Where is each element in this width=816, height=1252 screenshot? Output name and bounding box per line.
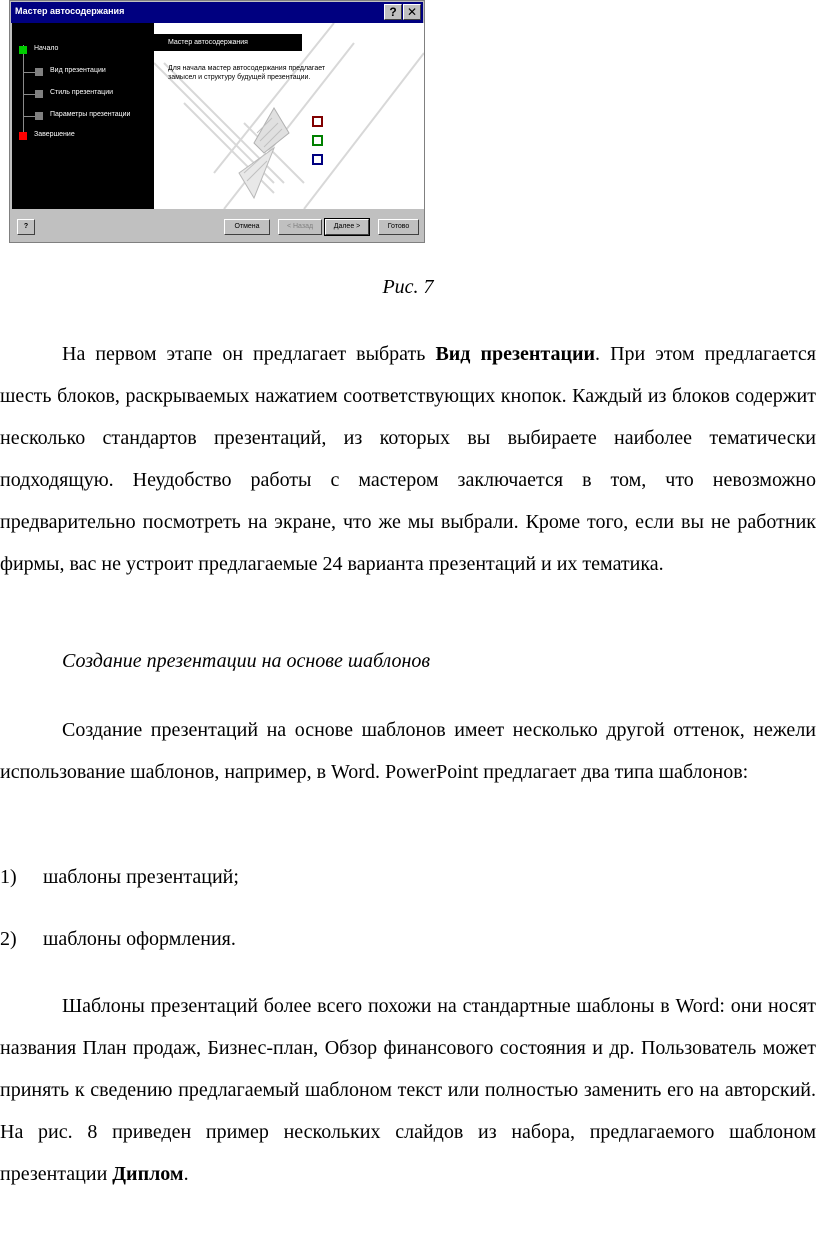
step-marker-icon — [35, 112, 43, 120]
paragraph-3-text-end: . — [183, 1163, 189, 1185]
back-button[interactable]: < Назад — [278, 219, 322, 235]
paragraph-2-text: Создание презентаций на основе шаблонов имеет несколько другой оттенок, нежели использование шаблонов, например, в Word. PowerPoint предлагает два типа шаблонов: — [0, 719, 816, 783]
step-finish-marker-icon — [19, 132, 27, 140]
button-row — [12, 209, 422, 240]
step-label: Вид презентации — [50, 67, 106, 74]
content-description: Для начала мастер автосодержания предлагает замысел и структуру будущей презентации. — [168, 65, 326, 81]
step-presentation-options[interactable] — [12, 109, 154, 123]
step-label: Завершение — [34, 131, 75, 138]
section-heading: Создание презентации на основе шаблонов — [62, 650, 431, 672]
step-start[interactable] — [12, 43, 154, 57]
wizard-steps-panel — [12, 23, 154, 209]
title-bar — [11, 2, 423, 23]
list-number: 1) — [0, 866, 17, 888]
paragraph-1 — [0, 333, 816, 585]
dialog-title: Мастер автосодержания — [15, 6, 125, 16]
autocontent-wizard-dialog — [9, 0, 425, 243]
step-marker-icon — [35, 90, 43, 98]
step-presentation-type[interactable] — [12, 65, 154, 79]
list-item — [0, 866, 239, 889]
green-square-icon — [312, 135, 323, 146]
step-presentation-style[interactable] — [12, 87, 154, 101]
next-button[interactable]: Далее > — [325, 219, 369, 235]
step-label: Стиль презентации — [50, 89, 114, 96]
step-label: Параметры презентации — [50, 111, 131, 118]
step-marker-icon — [35, 68, 43, 76]
paragraph-3 — [0, 985, 816, 1195]
red-square-icon — [312, 116, 323, 127]
content-header: Мастер автосодержания — [154, 34, 302, 51]
step-label: Начало — [34, 45, 59, 52]
list-item — [0, 928, 236, 951]
paragraph-2 — [0, 709, 816, 793]
close-button[interactable]: ✕ — [403, 4, 421, 20]
step-start-marker-icon — [19, 46, 27, 54]
paragraph-1-text: На первом этапе он предлагает выбрать — [62, 343, 436, 365]
list-number: 2) — [0, 928, 17, 950]
presentation-type-term: Вид презентации — [435, 343, 596, 365]
figure-caption: Рис. 7 — [382, 276, 434, 298]
finish-button[interactable]: Готово — [378, 219, 419, 235]
wizard-content-panel — [154, 23, 424, 209]
paragraph-3-text: Шаблоны презентаций более всего похожи на стандартные шаблоны в Word: они носят названия План продаж, Бизнес-план, Обзор финансового состояния и др. Пользователь может принять к сведению предлагаемый шаблоном текст или полностью заменить его на авторский. На рис. 8 приведен пример нескольких слайдов из набора, предлагаемого шаблоном презентации — [0, 995, 816, 1185]
cancel-button[interactable]: Отмена — [224, 219, 270, 235]
paragraph-1-text-end: . При этом предлагается шесть блоков, раскрываемых нажатием соответствующих кнопок. Каждый из блоков содержит несколько стандартов презентаций, из которых вы выбираете наиболее тематически подходящую. Неудобство работы с мастером заключается в том, что невозможно предварительно посмотреть на экране, что же мы выбрали. Кроме того, если вы не работник фирмы, вас не устроит предлагаемые 24 варианта презентаций и их тематика. — [0, 343, 816, 575]
step-finish[interactable] — [12, 129, 154, 143]
blue-square-icon — [312, 154, 323, 165]
help-title-button[interactable]: ? — [384, 4, 402, 20]
list-text: шаблоны оформления. — [43, 928, 236, 950]
diploma-template-term: Диплом — [112, 1163, 184, 1185]
list-text: шаблоны презентаций; — [43, 866, 239, 888]
help-button[interactable]: ? — [17, 219, 35, 235]
